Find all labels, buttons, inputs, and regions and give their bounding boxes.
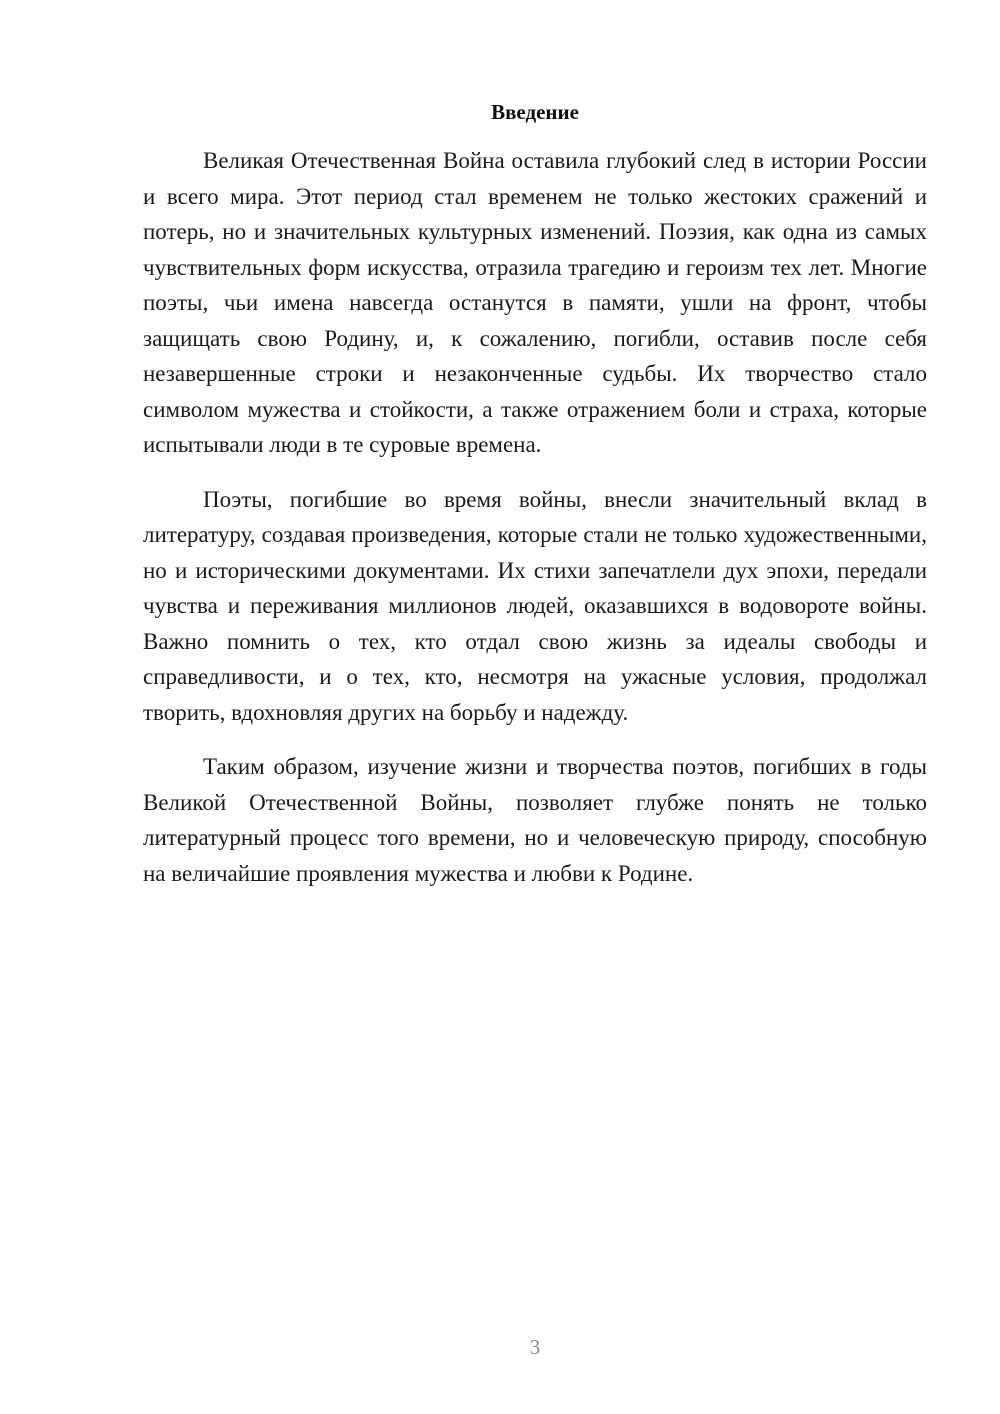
paragraph-1: Великая Отечественная Война оставила глубокий след в истории России и всего мира. Этот период стал временем не только жестоких сражений и потерь, но и значительных культурных изменений. Поэзия, как одна из самых чувствительных форм искусства, отразила трагедию и героизм тех лет. Многие поэты, чьи имена навсегда останутся в памяти, ушли на фронт, чтобы защищать свою Родину, и, к сожалению, погибли, оставив после себя незавершенные строки и незаконченные судьбы. Их творчество стало символом мужества и стойкости, а также отражением боли и страха, которые испытывали люди в те суровые времена. xyxy=(143,148,927,457)
page-number: 3 xyxy=(529,1335,541,1359)
paragraph-2: Поэты, погибшие во время войны, внесли значительный вклад в литературу, создавая произведения, которые стали не только художественными, но и историческими документами. Их стихи запечатлели дух эпохи, передали чувства и переживания миллионов людей, оказавшихся в водовороте войны. Важно помнить о тех, кто отдал свою жизнь за идеалы свободы и справедливости, и о тех, кто, несмотря на ужасные условия, продолжал творить, вдохновляя других на борьбу и надежду. xyxy=(143,486,927,725)
body-text xyxy=(143,143,927,910)
section-heading: Введение xyxy=(491,100,579,124)
paragraph-3: Таким образом, изучение жизни и творчества поэтов, погибших в годы Великой Отечественной Войны, позволяет глубже понять не только литературный процесс того времени, но и человеческую природу, способную на величайшие проявления мужества и любви к Родине. xyxy=(143,754,927,886)
